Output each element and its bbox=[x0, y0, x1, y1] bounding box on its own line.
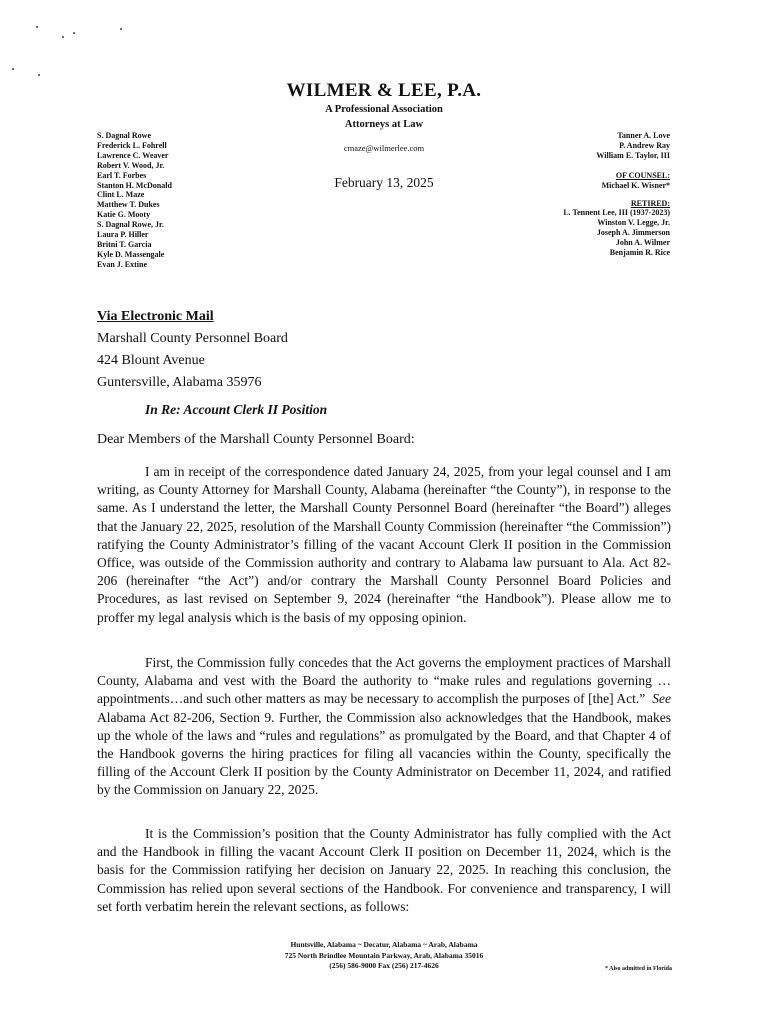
body-paragraph-1 bbox=[97, 463, 671, 627]
citation-signal: See bbox=[652, 691, 672, 707]
recipient-city: Guntersville, Alabama 35976 bbox=[97, 375, 262, 390]
attorney-name: Matthew T. Dukes bbox=[97, 200, 160, 210]
firm-subtitle-2: Attorneys at Law bbox=[344, 119, 424, 130]
firm-subtitle: A Professional Association bbox=[325, 104, 443, 115]
salutation: Dear Members of the Marshall County Personnel Board: bbox=[97, 432, 415, 447]
scan-speck bbox=[36, 26, 38, 28]
retired-name: John A. Wilmer bbox=[615, 238, 670, 248]
scan-speck bbox=[62, 36, 64, 38]
attorney-name: Robert V. Wood, Jr. bbox=[97, 160, 165, 170]
re-line: In Re: Account Clerk II Position bbox=[145, 402, 328, 417]
of-counsel-heading: OF COUNSEL: bbox=[615, 170, 670, 180]
footer-offices: Huntsville, Alabama ~ Decatur, Alabama ~ Arab, Alabama bbox=[290, 940, 478, 949]
attorney-name: Frederick L. Fohrell bbox=[97, 140, 167, 150]
attorney-name: Earl T. Forbes bbox=[97, 170, 147, 180]
scan-speck bbox=[38, 74, 40, 76]
body-paragraph-2 bbox=[97, 654, 671, 800]
recipient-street: 424 Blount Avenue bbox=[97, 353, 205, 368]
attorney-name: William E. Taylor, III bbox=[596, 150, 670, 160]
attorney-name: Laura P. Hiller bbox=[97, 230, 149, 240]
paragraph-text: Alabama Act 82-206, Section 9. Further, the Commission also acknowledges that the Handbook, makes up the whole of the laws and “rules and regulations” as promulgated by the Board, and that Chapter 4 of the Handbook governs the hiring practices for filing all vacancies within the County, specifically the filling of the Account Clerk II position by the County Administrator on December 11, 2024, and ratified by the Commission on January 22, 2025. bbox=[97, 709, 671, 798]
attorney-name: S. Dagnal Rowe bbox=[97, 131, 152, 140]
attorney-name: Tanner A. Love bbox=[617, 131, 670, 140]
attorney-name: Stanton H. McDonald bbox=[97, 180, 172, 190]
footer-address: 725 North Brindlee Mountain Parkway, Arab, Alabama 35016 bbox=[284, 950, 484, 960]
firm-name: WILMER & LEE, P.A. bbox=[286, 80, 482, 101]
paragraph-text: First, the Commission fully concedes that the Act governs the employment practices of Marshall County, Alabama and vest with the Board the authority to “make rules and regulations governing … appointments…and such other matters as may be necessary to accomplish the purposes of [the] Act.” bbox=[97, 655, 671, 707]
attorney-name: Katie G. Mooty bbox=[97, 210, 151, 220]
delivery-method: Via Electronic Mail bbox=[97, 309, 214, 324]
recipient-address bbox=[97, 306, 288, 394]
scan-speck bbox=[120, 28, 122, 30]
retired-name: L. Tennent Lee, III (1937-2023) bbox=[563, 208, 670, 218]
footer-phone: (256) 586-9000 Fax (256) 217-4626 bbox=[329, 961, 439, 970]
paragraph-text: I am in receipt of the correspondence dated January 24, 2025, from your legal counsel and I am writing, as County Attorney for Marshall County, Alabama (hereinafter “the County”), in response to the same. As I understand the letter, the Marshall County Personnel Board (hereinafter “the Board”) alleges that the January 22, 2025, resolution of the Marshall County Commission (hereinafter “the Commission”) ratifying the County Administrator’s filling of the vacant Account Clerk II position in the Commission Office, was outside of the Commission authority and contrary to Alabama law pursuant to Ala. Act 82-206 (hereinafter “the Act”) and/or contrary the Marshall County Personnel Board Policies and Procedures, as last revised on September 9, 2024 (hereinafter “the Handbook”). Please allow me to proffer my legal analysis which is the basis of my opposing opinion. bbox=[97, 464, 671, 625]
attorney-list-right bbox=[563, 131, 670, 258]
attorney-name: Evan J. Extine bbox=[97, 259, 148, 269]
retired-name: Benjamin R. Rice bbox=[609, 248, 670, 258]
of-counsel-name: Michael K. Wisner* bbox=[601, 180, 670, 190]
attorney-name: P. Andrew Ray bbox=[619, 140, 670, 150]
body-paragraph-3 bbox=[97, 825, 671, 916]
attorney-name: Kyle D. Massengale bbox=[97, 249, 165, 259]
attorney-name: Britni T. Garcia bbox=[97, 239, 152, 249]
attorney-name: Lawrence C. Weaver bbox=[97, 150, 169, 160]
attorney-list-left bbox=[97, 131, 172, 270]
paragraph-text: It is the Commission’s position that the County Administrator has fully complied with the Act and the Handbook in filling the vacant Account Clerk II position on December 11, 2024, which is the basis for the Commission ratifying her decision on January 22, 2025. In reaching this conclusion, the Commission has relied upon several sections of the Handbook. For convenience and transparency, I will set forth verbatim herein the relevant sections, as follows: bbox=[97, 826, 671, 914]
scan-speck bbox=[73, 32, 75, 34]
retired-heading: RETIRED: bbox=[630, 198, 670, 208]
recipient-name: Marshall County Personnel Board bbox=[97, 331, 288, 346]
scan-speck bbox=[12, 68, 14, 70]
attorney-name: Clint L. Maze bbox=[97, 190, 145, 200]
letter-date: February 13, 2025 bbox=[334, 175, 434, 190]
attorney-name: S. Dagnal Rowe, Jr. bbox=[97, 220, 164, 230]
sender-email[interactable]: cmaze@wilmerlee.com bbox=[343, 143, 425, 153]
footnote: * Also admitted in Florida bbox=[604, 966, 672, 972]
retired-name: Joseph A. Jimmerson bbox=[596, 228, 670, 238]
retired-name: Winston V. Legge, Jr. bbox=[597, 218, 670, 228]
